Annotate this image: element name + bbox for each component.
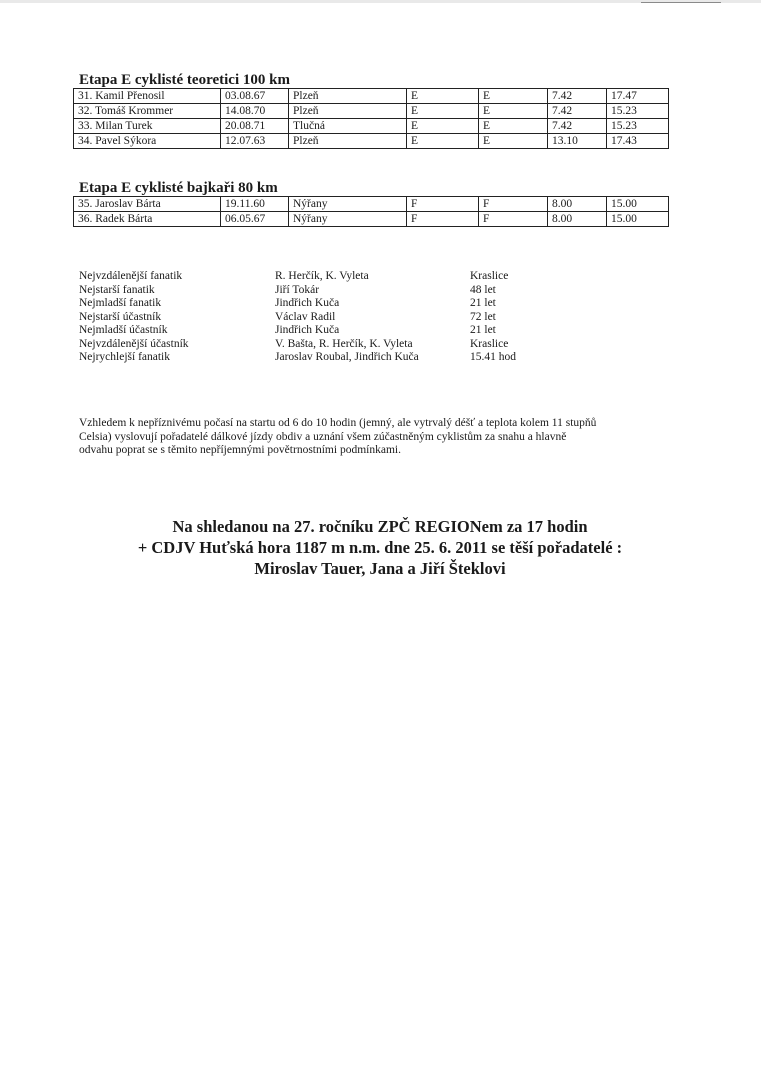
cell-name: 33. Milan Turek bbox=[74, 119, 221, 134]
cell-start-time: 8.00 bbox=[548, 212, 607, 227]
results-body-teoretici bbox=[74, 89, 669, 149]
cell-start-time: 7.42 bbox=[548, 119, 607, 134]
cell-birthdate: 12.07.63 bbox=[221, 134, 289, 149]
cell-stage-done: E bbox=[479, 89, 548, 104]
cell-finish-time: 15.23 bbox=[607, 104, 669, 119]
award-names: Václav Radil bbox=[275, 310, 336, 323]
award-value: Kraslice bbox=[470, 270, 509, 282]
results-table-teoretici bbox=[73, 88, 669, 149]
table-row bbox=[74, 197, 669, 212]
note-line: odvahu poprat se s těmito nepříjemnými povětrnostními podmínkami. bbox=[79, 444, 401, 456]
weather-note bbox=[79, 417, 669, 458]
cell-stage: E bbox=[407, 89, 479, 104]
cell-birthdate: 19.11.60 bbox=[221, 197, 289, 212]
award-names: Jiří Tokár bbox=[275, 283, 320, 296]
cell-stage-done: E bbox=[479, 119, 548, 134]
section-title-teoretici: Etapa E cyklisté teoretici 100 km bbox=[79, 72, 290, 88]
cell-city: Plzeň bbox=[289, 134, 407, 149]
note-line: Celsia) vyslovují pořadatelé dálkové jízdy obdiv a uznání všem zúčastněným cyklistům za snahu a hlavně bbox=[79, 430, 567, 443]
award-value: 15.41 hod bbox=[470, 351, 516, 363]
cell-stage-done: F bbox=[479, 212, 548, 227]
cell-name: 36. Radek Bárta bbox=[74, 212, 221, 227]
award-category: Nejvzdálenější účastník bbox=[79, 337, 189, 350]
award-value: 21 let bbox=[470, 297, 496, 309]
table-row bbox=[74, 119, 669, 134]
cell-start-time: 8.00 bbox=[548, 197, 607, 212]
award-value: 21 let bbox=[470, 324, 496, 336]
note-line: Vzhledem k nepříznivému počasí na startu od 6 do 10 hodin (jemný, ale vytrvalý déšť a teplota kolem 11 stupňů bbox=[79, 417, 597, 429]
farewell-line: + CDJV Huťská hora 1187 m n.m. dne 25. 6. 2011 se těší pořadatelé : bbox=[137, 538, 623, 557]
award-value: Kraslice bbox=[470, 337, 509, 350]
cell-stage-done: F bbox=[479, 197, 548, 212]
cell-birthdate: 06.05.67 bbox=[221, 212, 289, 227]
cell-birthdate: 03.08.67 bbox=[221, 89, 289, 104]
section-title-bajkari: Etapa E cyklisté bajkaři 80 km bbox=[79, 180, 278, 196]
award-names: R. Herčík, K. Vyleta bbox=[275, 270, 369, 282]
cell-name: 32. Tomáš Krommer bbox=[74, 104, 221, 119]
cell-stage-done: E bbox=[479, 104, 548, 119]
cell-start-time: 7.42 bbox=[548, 89, 607, 104]
cell-birthdate: 20.08.71 bbox=[221, 119, 289, 134]
award-category: Nejmladší fanatik bbox=[79, 297, 162, 309]
cell-city: Nýřany bbox=[289, 197, 407, 212]
award-names: V. Bašta, R. Herčík, K. Vyleta bbox=[275, 337, 413, 350]
award-names: Jindřich Kuča bbox=[275, 297, 340, 309]
table-row bbox=[74, 134, 669, 149]
cell-finish-time: 17.47 bbox=[607, 89, 669, 104]
cell-name: 34. Pavel Sýkora bbox=[74, 134, 221, 149]
award-category: Nejvzdálenější fanatik bbox=[79, 270, 183, 282]
award-names: Jaroslav Roubal, Jindřich Kuča bbox=[275, 351, 419, 363]
farewell-line: Miroslav Tauer, Jana a Jiří Šteklovi bbox=[254, 559, 506, 578]
table-row bbox=[74, 89, 669, 104]
table-row bbox=[74, 104, 669, 119]
table-row bbox=[74, 212, 669, 227]
cell-finish-time: 15.00 bbox=[607, 197, 669, 212]
award-names: Jindřich Kuča bbox=[275, 324, 340, 336]
award-category: Nejstarší účastník bbox=[79, 310, 162, 323]
award-value: 72 let bbox=[470, 310, 496, 323]
cell-finish-time: 15.00 bbox=[607, 212, 669, 227]
cell-stage: F bbox=[407, 197, 479, 212]
results-body-bajkari bbox=[74, 197, 669, 227]
cell-start-time: 7.42 bbox=[548, 104, 607, 119]
cell-city: Plzeň bbox=[289, 104, 407, 119]
cell-finish-time: 17.43 bbox=[607, 134, 669, 149]
cell-stage: E bbox=[407, 134, 479, 149]
award-value: 48 let bbox=[470, 283, 496, 296]
cell-city: Nýřany bbox=[289, 212, 407, 227]
results-table-bajkari bbox=[73, 196, 669, 227]
cell-stage: E bbox=[407, 104, 479, 119]
award-category: Nejstarší fanatik bbox=[79, 283, 155, 296]
farewell-line: Na shledanou na 27. ročníku ZPČ REGIONem za 17 hodin bbox=[172, 517, 588, 536]
cell-birthdate: 14.08.70 bbox=[221, 104, 289, 119]
cell-stage: F bbox=[407, 212, 479, 227]
cell-start-time: 13.10 bbox=[548, 134, 607, 149]
farewell-message bbox=[80, 516, 680, 579]
cell-finish-time: 15.23 bbox=[607, 119, 669, 134]
cell-city: Tlučná bbox=[289, 119, 407, 134]
award-category: Nejmladší účastník bbox=[79, 324, 168, 336]
cell-name: 31. Kamil Přenosil bbox=[74, 89, 221, 104]
scan-mark bbox=[641, 2, 721, 3]
cell-stage: E bbox=[407, 119, 479, 134]
cell-name: 35. Jaroslav Bárta bbox=[74, 197, 221, 212]
award-category: Nejrychlejší fanatik bbox=[79, 351, 171, 363]
cell-city: Plzeň bbox=[289, 89, 407, 104]
cell-stage-done: E bbox=[479, 134, 548, 149]
